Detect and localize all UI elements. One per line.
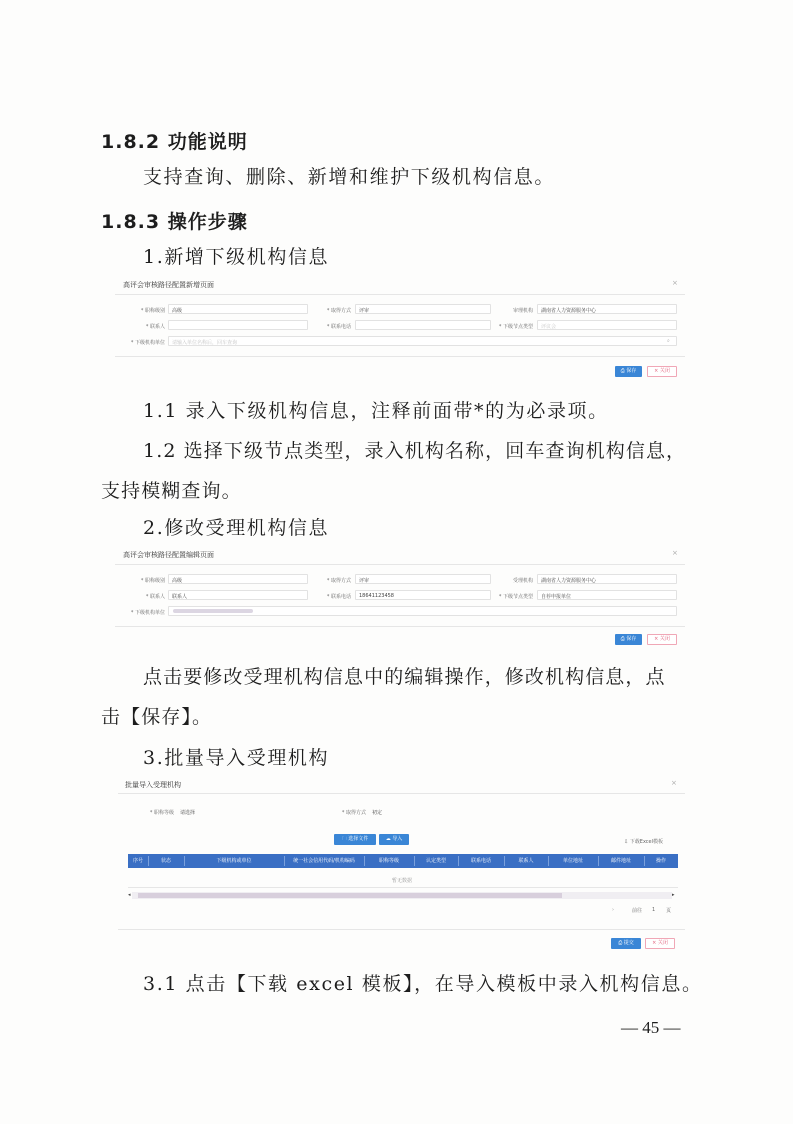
method-label: * 取得方式 xyxy=(341,810,366,816)
rank-select[interactable] xyxy=(168,304,308,314)
method-select[interactable]: 初定 xyxy=(372,810,383,816)
step-1-2-line2: 支持模糊查询。 xyxy=(101,480,242,502)
dialog-title: 批量导入受理机构 xyxy=(125,781,181,789)
sub-org-placeholder: 请输入单位名称后，回车查询 xyxy=(172,340,238,346)
contact-label: * 联系人 xyxy=(145,594,165,600)
step-2-desc-line2: 击【保存】。 xyxy=(101,706,213,728)
method-value: 评审 xyxy=(359,308,370,314)
org-label: 受理机构 xyxy=(512,578,533,584)
rank-label: * 职称级别 xyxy=(140,578,165,584)
step-1-2-line1: 1.2 选择下级节点类型，录入机构名称，回车查询机构信息， xyxy=(143,440,687,462)
page-input[interactable]: 1 xyxy=(652,907,656,913)
method-select[interactable] xyxy=(355,304,491,314)
step-3-title: 3.批量导入受理机构 xyxy=(143,747,330,769)
col-email: 邮件地址 xyxy=(610,858,631,864)
screenshot-add-page xyxy=(115,276,685,386)
col-index: 序号 xyxy=(132,858,143,864)
col-type: 认定类型 xyxy=(425,858,446,864)
phone-label: * 联系电话 xyxy=(326,594,351,600)
method-value: 评审 xyxy=(359,578,370,584)
save-button[interactable]: ⎙ 保存 xyxy=(615,634,642,645)
page-unit: 页 xyxy=(666,908,672,914)
close-button[interactable]: × 关闭 xyxy=(645,938,675,949)
sub-org-input[interactable] xyxy=(168,336,677,346)
rank-label: * 职称等级 xyxy=(149,810,174,816)
next-page-icon[interactable]: › xyxy=(612,907,614,913)
rank-value: 高级 xyxy=(172,578,183,584)
close-button[interactable]: × 关闭 xyxy=(647,634,677,645)
col-sub-org: 下级机构或单位 xyxy=(216,858,252,864)
empty-state: 暂无数据 xyxy=(392,878,413,884)
sub-org-label: * 下级机构单位 xyxy=(130,610,165,616)
step-1-1: 1.1 录入下级机构信息，注释前面带*的为必录项。 xyxy=(143,400,609,422)
close-icon[interactable]: × xyxy=(672,279,678,287)
rank-select[interactable] xyxy=(168,574,308,584)
method-label: * 取得方式 xyxy=(326,578,351,584)
node-type-value: 自荐申报单位 xyxy=(541,594,572,600)
table-header xyxy=(128,854,678,868)
heading-1-8-3: 1.8.3 操作步骤 xyxy=(101,211,248,233)
download-template-link[interactable]: ⇩ 下载Excel模板 xyxy=(624,839,664,845)
horizontal-scrollbar[interactable] xyxy=(132,892,672,899)
scroll-left-icon[interactable]: ◂ xyxy=(128,892,131,898)
phone-input[interactable] xyxy=(355,320,491,330)
redacted-value xyxy=(173,609,253,613)
screenshot-batch-import xyxy=(118,776,685,954)
page-number: — 45 — xyxy=(621,1018,681,1037)
node-type-label: * 下级节点类型 xyxy=(498,324,533,330)
submit-button[interactable]: ⎙ 提交 xyxy=(611,938,641,949)
contact-input[interactable] xyxy=(168,320,308,330)
paragraph-function-description: 支持查询、删除、新增和维护下级机构信息。 xyxy=(143,166,556,188)
scroll-right-icon[interactable]: ▸ xyxy=(672,892,675,898)
close-icon[interactable]: × xyxy=(672,549,678,557)
col-status: 状态 xyxy=(160,858,171,864)
phone-label: * 联系电话 xyxy=(326,324,351,330)
col-address: 单位地址 xyxy=(562,858,583,864)
close-button[interactable]: × 关闭 xyxy=(647,366,677,377)
search-icon[interactable]: ⌕ xyxy=(667,338,670,344)
contact-value: 联系人 xyxy=(172,594,188,600)
close-icon[interactable]: × xyxy=(671,779,677,787)
node-type-select[interactable] xyxy=(537,320,677,330)
screenshot-edit-page xyxy=(115,546,685,654)
goto-label: 前往 xyxy=(632,908,643,914)
node-type-label: * 下级节点类型 xyxy=(498,594,533,600)
save-button[interactable]: ⎙ 保存 xyxy=(615,366,642,377)
sub-org-label: * 下级机构单位 xyxy=(130,340,165,346)
rank-label: * 职称级别 xyxy=(140,308,165,314)
org-label: 审理机构 xyxy=(512,308,533,314)
step-3-1: 3.1 点击【下载 excel 模板】，在导入模板中录入机构信息。 xyxy=(143,973,703,995)
rank-select[interactable]: 请选择 xyxy=(180,810,196,816)
import-button[interactable]: ☁ 导入 xyxy=(379,834,409,845)
method-select[interactable] xyxy=(355,574,491,584)
contact-input[interactable] xyxy=(168,590,308,600)
node-type-value: 评议会 xyxy=(541,324,557,330)
col-credit-code: 统一社会信用代码/机构编码 xyxy=(293,858,355,864)
step-2-desc-line1: 点击要修改受理机构信息中的编辑操作，修改机构信息，点 xyxy=(143,666,666,688)
org-value: 湖南省人力资源服务中心 xyxy=(541,578,597,584)
org-value: 湖南省人力资源服务中心 xyxy=(541,308,597,314)
method-label: * 取得方式 xyxy=(326,308,351,314)
col-action: 操作 xyxy=(655,858,666,864)
phone-value: 18641123458 xyxy=(359,593,394,599)
choose-file-button[interactable]: 🗀 选择文件 xyxy=(334,834,376,845)
dialog-title: 高评会审核路径配置编辑页面 xyxy=(123,551,214,559)
step-2-title: 2.修改受理机构信息 xyxy=(143,517,330,539)
col-phone: 联系电话 xyxy=(470,858,491,864)
dialog-title: 高评会审核路径配置新增页面 xyxy=(123,281,214,289)
step-1-title: 1.新增下级机构信息 xyxy=(143,246,330,268)
col-contact: 联系人 xyxy=(518,858,534,864)
col-rank: 职称等级 xyxy=(378,858,399,864)
heading-1-8-2: 1.8.2 功能说明 xyxy=(101,131,248,153)
contact-label: * 联系人 xyxy=(145,324,165,330)
rank-value: 高级 xyxy=(172,308,183,314)
scrollbar-thumb[interactable] xyxy=(138,893,562,898)
